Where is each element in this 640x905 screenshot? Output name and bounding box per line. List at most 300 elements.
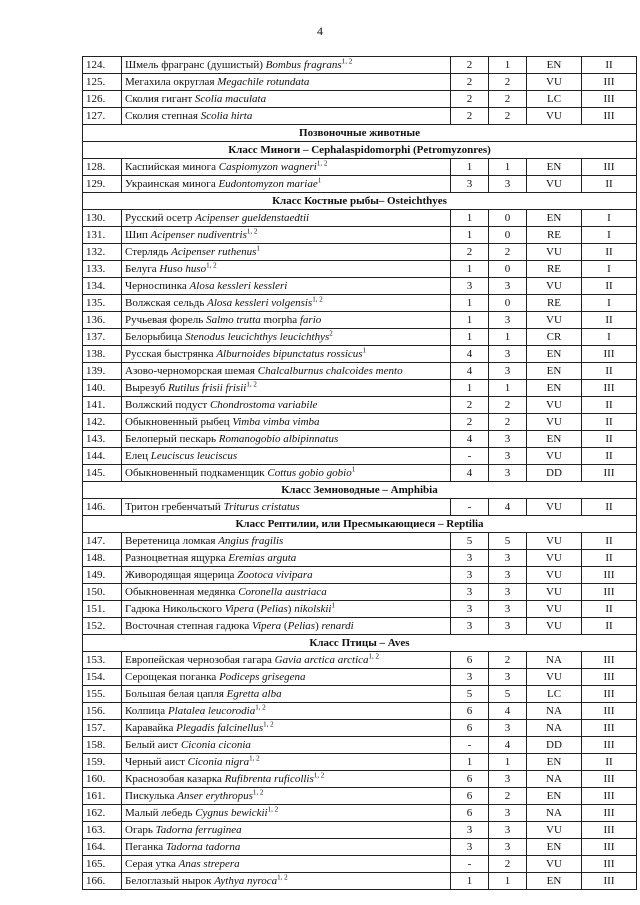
footnote-marker: 1, 2 xyxy=(277,873,288,882)
russian-name: Европейская чернозобая гагара xyxy=(125,654,275,666)
species-row xyxy=(83,839,637,856)
protection-category: III xyxy=(582,805,637,822)
category-value-b: 1 xyxy=(489,57,527,74)
latin-name: Zootoca vivipara xyxy=(237,569,313,581)
species-name xyxy=(122,686,451,703)
species-row xyxy=(83,584,637,601)
species-name xyxy=(122,108,451,125)
category-value-b: 2 xyxy=(489,788,527,805)
iucn-status: NA xyxy=(527,805,582,822)
row-number: 133. xyxy=(83,261,122,278)
russian-name: Восточная степная гадюка xyxy=(125,620,253,632)
species-name xyxy=(122,839,451,856)
category-value-b: 3 xyxy=(489,618,527,635)
species-row xyxy=(83,397,637,414)
category-value-a: 1 xyxy=(451,873,489,890)
protection-category: III xyxy=(582,465,637,482)
iucn-status: NA xyxy=(527,703,582,720)
russian-name: Черноспинка xyxy=(125,280,190,292)
iucn-status: NA xyxy=(527,720,582,737)
species-name xyxy=(122,652,451,669)
latin-name: Megachile rotundata xyxy=(217,76,310,88)
species-name xyxy=(122,601,451,618)
latin-name-part: Pelias xyxy=(260,603,288,615)
iucn-status: EN xyxy=(527,873,582,890)
species-name xyxy=(122,397,451,414)
row-number: 161. xyxy=(83,788,122,805)
row-number: 159. xyxy=(83,754,122,771)
russian-name: Ручьевая форель xyxy=(125,314,207,326)
latin-name: Acipenser ruthenus xyxy=(171,246,257,258)
name-connector: ) xyxy=(287,603,295,615)
category-value-a: - xyxy=(451,737,489,754)
species-table xyxy=(82,56,637,890)
row-number: 162. xyxy=(83,805,122,822)
latin-name: Bombus fragrans xyxy=(265,59,342,71)
row-number: 138. xyxy=(83,346,122,363)
class-header-text: Класс Земноводные – Amphibia xyxy=(83,482,637,499)
category-value-b: 3 xyxy=(489,771,527,788)
row-number: 130. xyxy=(83,210,122,227)
protection-category: III xyxy=(582,567,637,584)
category-value-a: 2 xyxy=(451,244,489,261)
latin-name: Alosa kessleri volgensis xyxy=(207,297,313,309)
species-name xyxy=(122,669,451,686)
species-row xyxy=(83,822,637,839)
iucn-status: RE xyxy=(527,261,582,278)
latin-name: Eremias arguta xyxy=(228,552,297,564)
species-table-body xyxy=(83,57,637,890)
category-value-b: 2 xyxy=(489,652,527,669)
russian-name: Краснозобая казарка xyxy=(125,773,225,785)
species-row xyxy=(83,380,637,397)
russian-name: Шип xyxy=(125,229,151,241)
row-number: 128. xyxy=(83,159,122,176)
iucn-status: LC xyxy=(527,91,582,108)
species-row xyxy=(83,465,637,482)
iucn-status: VU xyxy=(527,312,582,329)
species-row xyxy=(83,448,637,465)
species-name xyxy=(122,295,451,312)
latin-name: Gavia arctica arctica xyxy=(274,654,369,666)
latin-name: Vimba vimba vimba xyxy=(232,416,320,428)
species-row xyxy=(83,431,637,448)
category-value-a: 3 xyxy=(451,669,489,686)
protection-category: II xyxy=(582,499,637,516)
iucn-status: EN xyxy=(527,380,582,397)
russian-name: Украинская минога xyxy=(125,178,219,190)
species-name xyxy=(122,465,451,482)
row-number: 143. xyxy=(83,431,122,448)
protection-category: III xyxy=(582,91,637,108)
category-value-b: 0 xyxy=(489,210,527,227)
category-value-a: 1 xyxy=(451,227,489,244)
russian-name: Азово-черноморская шемая xyxy=(125,365,258,377)
latin-name: Triturus cristatus xyxy=(223,501,300,513)
species-name xyxy=(122,737,451,754)
species-name xyxy=(122,431,451,448)
row-number: 152. xyxy=(83,618,122,635)
footnote-marker: 1, 2 xyxy=(341,57,353,66)
latin-name: Angius fragilis xyxy=(218,535,284,547)
footnote-marker: 1, 2 xyxy=(206,261,217,270)
iucn-status: VU xyxy=(527,856,582,873)
iucn-status: EN xyxy=(527,57,582,74)
row-number: 140. xyxy=(83,380,122,397)
category-value-b: 3 xyxy=(489,363,527,380)
latin-name: Eudontomyzon mariae xyxy=(218,178,318,190)
latin-name: Podiceps grisegena xyxy=(219,671,306,683)
footnote-marker: 2 xyxy=(329,329,333,338)
russian-name: Белоперый пескарь xyxy=(125,433,219,445)
category-value-b: 3 xyxy=(489,601,527,618)
category-value-a: 2 xyxy=(451,74,489,91)
row-number: 135. xyxy=(83,295,122,312)
category-value-b: 2 xyxy=(489,856,527,873)
footnote-marker: 1 xyxy=(331,601,335,610)
footnote-marker: 1, 2 xyxy=(263,720,274,729)
latin-name-part: Pelias xyxy=(287,620,316,632)
protection-category: II xyxy=(582,363,637,380)
species-name xyxy=(122,618,451,635)
protection-category: II xyxy=(582,312,637,329)
category-value-b: 3 xyxy=(489,805,527,822)
iucn-status: VU xyxy=(527,108,582,125)
category-value-a: 2 xyxy=(451,108,489,125)
species-name xyxy=(122,227,451,244)
footnote-marker: 1, 2 xyxy=(368,652,380,661)
latin-name: Ciconia ciconia xyxy=(180,739,251,751)
species-row xyxy=(83,227,637,244)
latin-name: Platalea leucorodia xyxy=(167,705,256,717)
latin-name: Anser erythropus xyxy=(177,790,253,802)
category-value-b: 0 xyxy=(489,227,527,244)
iucn-status: VU xyxy=(527,669,582,686)
category-value-b: 1 xyxy=(489,873,527,890)
russian-name: Сколия степная xyxy=(125,110,201,122)
iucn-status: VU xyxy=(527,278,582,295)
russian-name: Белорыбица xyxy=(125,331,186,343)
species-name xyxy=(122,873,451,890)
protection-category: III xyxy=(582,686,637,703)
latin-name: Ciconia nigra xyxy=(187,756,250,768)
species-name xyxy=(122,176,451,193)
protection-category: II xyxy=(582,448,637,465)
category-value-b: 0 xyxy=(489,295,527,312)
latin-name: Cygnus bewickii xyxy=(195,807,268,819)
russian-name: Белуга xyxy=(125,263,160,275)
footnote-marker: 1 xyxy=(317,176,322,185)
category-value-b: 5 xyxy=(489,533,527,550)
latin-name: Huso huso xyxy=(159,263,207,275)
iucn-status: DD xyxy=(527,465,582,482)
category-value-a: 6 xyxy=(451,703,489,720)
species-row xyxy=(83,346,637,363)
protection-category: III xyxy=(582,771,637,788)
iucn-status: NA xyxy=(527,652,582,669)
species-row xyxy=(83,363,637,380)
iucn-status: VU xyxy=(527,601,582,618)
latin-name: Anas strepera xyxy=(178,858,240,870)
iucn-status: RE xyxy=(527,295,582,312)
latin-name-part: fario xyxy=(299,314,322,326)
category-value-a: - xyxy=(451,448,489,465)
class-header-row xyxy=(83,482,637,499)
protection-category: II xyxy=(582,431,637,448)
protection-category: III xyxy=(582,788,637,805)
footnote-marker: 1, 2 xyxy=(249,754,260,763)
category-value-a: 2 xyxy=(451,91,489,108)
row-number: 148. xyxy=(83,550,122,567)
russian-name: Русская быстрянка xyxy=(125,348,217,360)
category-value-a: 1 xyxy=(451,312,489,329)
protection-category: III xyxy=(582,839,637,856)
russian-name: Разноцветная ящурка xyxy=(125,552,229,564)
latin-name: Chondrostoma variabile xyxy=(209,399,318,411)
species-name xyxy=(122,856,451,873)
iucn-status: VU xyxy=(527,244,582,261)
species-row xyxy=(83,91,637,108)
category-value-b: 1 xyxy=(489,329,527,346)
category-value-a: 1 xyxy=(451,329,489,346)
category-value-b: 0 xyxy=(489,261,527,278)
latin-name: Stenodus leucichthys leucichthys xyxy=(185,331,330,343)
protection-category: II xyxy=(582,618,637,635)
category-value-a: 3 xyxy=(451,822,489,839)
latin-name: Tadorna ferruginea xyxy=(155,824,242,836)
footnote-marker: 1 xyxy=(351,465,356,474)
russian-name: Волжская сельдь xyxy=(125,297,208,309)
name-connector: morpha xyxy=(260,314,300,326)
latin-name: Vipera xyxy=(224,603,254,615)
class-header-text: Класс Миноги – Cephalaspidomorphi (Petromyzonres) xyxy=(83,142,637,159)
russian-name: Каравайка xyxy=(125,722,177,734)
latin-name: Plegadis falcinellus xyxy=(176,722,264,734)
footnote-marker: 1, 2 xyxy=(252,788,264,797)
species-row xyxy=(83,329,637,346)
category-value-a: 6 xyxy=(451,720,489,737)
latin-name-part: nikolskii xyxy=(294,603,332,615)
class-header-text: Класс Костные рыбы– Osteichthyes xyxy=(83,193,637,210)
latin-name: Alburnoides bipunctatus rossicus xyxy=(216,348,363,360)
protection-category: I xyxy=(582,227,637,244)
row-number: 125. xyxy=(83,74,122,91)
species-row xyxy=(83,618,637,635)
category-value-b: 3 xyxy=(489,584,527,601)
protection-category: II xyxy=(582,278,637,295)
protection-category: II xyxy=(582,244,637,261)
species-row xyxy=(83,312,637,329)
category-value-a: 5 xyxy=(451,686,489,703)
russian-name: Огарь xyxy=(125,824,156,836)
class-header-row xyxy=(83,142,637,159)
protection-category: II xyxy=(582,414,637,431)
category-value-a: 1 xyxy=(451,261,489,278)
species-row xyxy=(83,550,637,567)
row-number: 165. xyxy=(83,856,122,873)
species-row xyxy=(83,601,637,618)
category-value-a: 4 xyxy=(451,346,489,363)
protection-category: III xyxy=(582,346,637,363)
iucn-status: VU xyxy=(527,618,582,635)
russian-name: Русский осетр xyxy=(125,212,196,224)
class-header-row xyxy=(83,635,637,652)
category-value-a: 2 xyxy=(451,397,489,414)
latin-name: Alosa kessleri kessleri xyxy=(189,280,288,292)
iucn-status: VU xyxy=(527,584,582,601)
category-value-b: 2 xyxy=(489,397,527,414)
protection-category: III xyxy=(582,108,637,125)
category-value-b: 2 xyxy=(489,108,527,125)
row-number: 147. xyxy=(83,533,122,550)
russian-name: Живородящая ящерица xyxy=(125,569,238,581)
protection-category: III xyxy=(582,856,637,873)
iucn-status: CR xyxy=(527,329,582,346)
species-name xyxy=(122,414,451,431)
class-header-text: Позвоночные животные xyxy=(83,125,637,142)
latin-name: Vipera xyxy=(252,620,282,632)
category-value-b: 3 xyxy=(489,312,527,329)
species-row xyxy=(83,295,637,312)
category-value-a: 3 xyxy=(451,839,489,856)
species-name xyxy=(122,448,451,465)
latin-name: Rufibrenta ruficollis xyxy=(224,773,314,785)
category-value-a: 3 xyxy=(451,618,489,635)
species-name xyxy=(122,822,451,839)
species-name xyxy=(122,720,451,737)
latin-name: Egretta alba xyxy=(226,688,282,700)
russian-name: Гадюка Никольского xyxy=(125,603,225,615)
category-value-b: 4 xyxy=(489,703,527,720)
protection-category: III xyxy=(582,720,637,737)
protection-category: II xyxy=(582,533,637,550)
species-row xyxy=(83,159,637,176)
class-header-text: Класс Рептилии, или Пресмыкающиеся – Reptilia xyxy=(83,516,637,533)
category-value-b: 1 xyxy=(489,754,527,771)
protection-category: II xyxy=(582,601,637,618)
russian-name: Белоглазый нырок xyxy=(125,875,215,887)
category-value-b: 1 xyxy=(489,159,527,176)
species-row xyxy=(83,533,637,550)
species-row xyxy=(83,703,637,720)
name-connector: ( xyxy=(281,620,288,632)
russian-name: Белый аист xyxy=(125,739,181,751)
species-name xyxy=(122,754,451,771)
category-value-a: - xyxy=(451,499,489,516)
category-value-b: 4 xyxy=(489,499,527,516)
row-number: 146. xyxy=(83,499,122,516)
protection-category: I xyxy=(582,210,637,227)
species-row xyxy=(83,567,637,584)
iucn-status: VU xyxy=(527,448,582,465)
category-value-b: 3 xyxy=(489,822,527,839)
species-row xyxy=(83,669,637,686)
iucn-status: EN xyxy=(527,363,582,380)
category-value-b: 3 xyxy=(489,278,527,295)
protection-category: I xyxy=(582,261,637,278)
protection-category: II xyxy=(582,754,637,771)
category-value-a: 1 xyxy=(451,159,489,176)
category-value-a: 1 xyxy=(451,380,489,397)
species-name xyxy=(122,210,451,227)
species-row xyxy=(83,176,637,193)
row-number: 149. xyxy=(83,567,122,584)
protection-category: II xyxy=(582,57,637,74)
category-value-b: 1 xyxy=(489,380,527,397)
species-name xyxy=(122,159,451,176)
row-number: 126. xyxy=(83,91,122,108)
russian-name: Каспийская минога xyxy=(125,161,219,173)
category-value-a: 6 xyxy=(451,805,489,822)
category-value-a: 3 xyxy=(451,567,489,584)
latin-name: Cottus gobio gobio xyxy=(267,467,352,479)
category-value-b: 3 xyxy=(489,567,527,584)
iucn-status: EN xyxy=(527,754,582,771)
russian-name: Пискулька xyxy=(125,790,178,802)
category-value-b: 3 xyxy=(489,839,527,856)
protection-category: I xyxy=(582,295,637,312)
latin-name: Leuciscus leuciscus xyxy=(150,450,238,462)
category-value-b: 3 xyxy=(489,346,527,363)
class-header-row xyxy=(83,193,637,210)
protection-category: III xyxy=(582,584,637,601)
species-name xyxy=(122,533,451,550)
russian-name: Серая утка xyxy=(125,858,179,870)
row-number: 164. xyxy=(83,839,122,856)
iucn-status: NA xyxy=(527,771,582,788)
russian-name: Шмель фрагранс (душистый) xyxy=(125,59,266,71)
iucn-status: DD xyxy=(527,737,582,754)
species-name xyxy=(122,380,451,397)
row-number: 158. xyxy=(83,737,122,754)
row-number: 157. xyxy=(83,720,122,737)
category-value-b: 3 xyxy=(489,669,527,686)
category-value-b: 3 xyxy=(489,176,527,193)
protection-category: II xyxy=(582,176,637,193)
footnote-marker: 1 xyxy=(256,244,260,253)
class-header-text: Класс Птицы – Aves xyxy=(83,635,637,652)
row-number: 134. xyxy=(83,278,122,295)
species-row xyxy=(83,754,637,771)
protection-category: II xyxy=(582,550,637,567)
latin-name: Scolia hirta xyxy=(200,110,253,122)
footnote-marker: 1, 2 xyxy=(267,805,279,814)
species-name xyxy=(122,91,451,108)
latin-name: Romanogobio albipinnatus xyxy=(218,433,339,445)
iucn-status: EN xyxy=(527,346,582,363)
category-value-b: 4 xyxy=(489,737,527,754)
protection-category: III xyxy=(582,737,637,754)
page-number: 4 xyxy=(317,24,323,38)
species-name xyxy=(122,278,451,295)
iucn-status: VU xyxy=(527,822,582,839)
category-value-a: 5 xyxy=(451,533,489,550)
russian-name: Волжский подуст xyxy=(125,399,210,411)
species-row xyxy=(83,244,637,261)
iucn-status: VU xyxy=(527,414,582,431)
iucn-status: VU xyxy=(527,74,582,91)
name-connector: ( xyxy=(253,603,261,615)
name-connector: ) xyxy=(315,620,322,632)
species-row xyxy=(83,720,637,737)
category-value-a: 2 xyxy=(451,57,489,74)
class-header-row xyxy=(83,125,637,142)
protection-category: III xyxy=(582,822,637,839)
species-row xyxy=(83,74,637,91)
latin-name: Acipenser nudiventris xyxy=(150,229,247,241)
species-row xyxy=(83,278,637,295)
species-row xyxy=(83,873,637,890)
